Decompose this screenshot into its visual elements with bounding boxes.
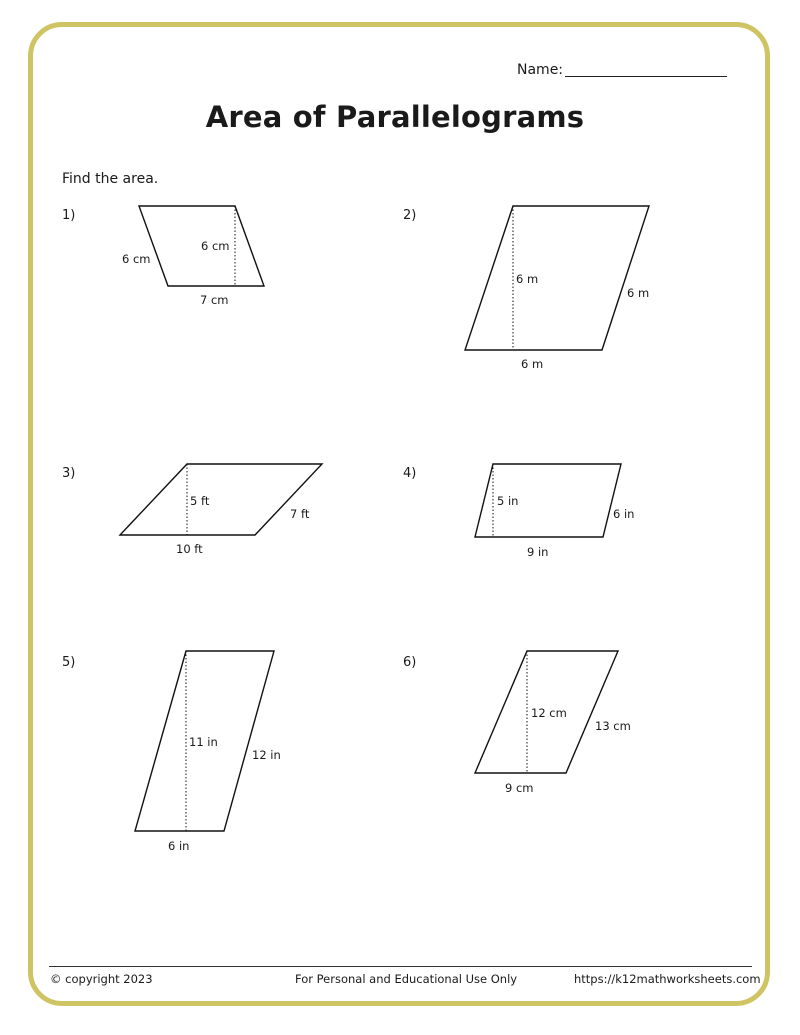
footer-usage-note: For Personal and Educational Use Only <box>295 972 518 986</box>
footer-copyright: © copyright 2023 <box>50 972 153 986</box>
name-label: Name: <box>517 62 564 78</box>
problem-3-number: 3) <box>62 466 76 481</box>
height-label-3: 5 ft <box>190 494 210 508</box>
footer-divider <box>49 966 752 967</box>
base-label-3: 10 ft <box>176 542 203 556</box>
problem-6-number: 6) <box>403 655 417 670</box>
side-label-1: 6 cm <box>122 252 151 266</box>
height-label-6: 12 cm <box>531 706 567 720</box>
base-label-2: 6 m <box>521 357 544 371</box>
problem-5-number: 5) <box>62 655 76 670</box>
side-label-6: 13 cm <box>595 719 631 733</box>
problem-2-number: 2) <box>403 208 417 223</box>
height-label-2: 6 m <box>516 272 539 286</box>
side-label-4: 6 in <box>613 507 635 521</box>
page-title: Area of Parallelograms <box>205 100 585 134</box>
problem-4-figure <box>475 464 634 559</box>
footer-website-link[interactable]: https://k12mathworksheets.com <box>574 972 761 986</box>
side-label-3: 7 ft <box>290 507 310 521</box>
problem-6-figure <box>475 651 631 795</box>
parallelogram-2 <box>465 206 649 350</box>
height-label-4: 5 in <box>497 494 519 508</box>
height-label-5: 11 in <box>189 735 218 749</box>
problem-2-figure <box>465 206 649 371</box>
problem-4-number: 4) <box>403 466 417 481</box>
problem-3-figure <box>120 464 322 556</box>
base-label-4: 9 in <box>527 545 549 559</box>
side-label-2: 6 m <box>627 286 650 300</box>
base-label-6: 9 cm <box>505 781 534 795</box>
problem-1-number: 1) <box>62 208 76 223</box>
base-label-1: 7 cm <box>200 293 229 307</box>
height-label-1: 6 cm <box>201 239 230 253</box>
problem-5-figure <box>135 651 281 853</box>
side-label-5: 12 in <box>252 748 281 762</box>
instructions: Find the area. <box>62 171 159 187</box>
base-label-5: 6 in <box>168 839 190 853</box>
problem-1-figure <box>122 206 264 307</box>
parallelogram-3 <box>120 464 322 535</box>
